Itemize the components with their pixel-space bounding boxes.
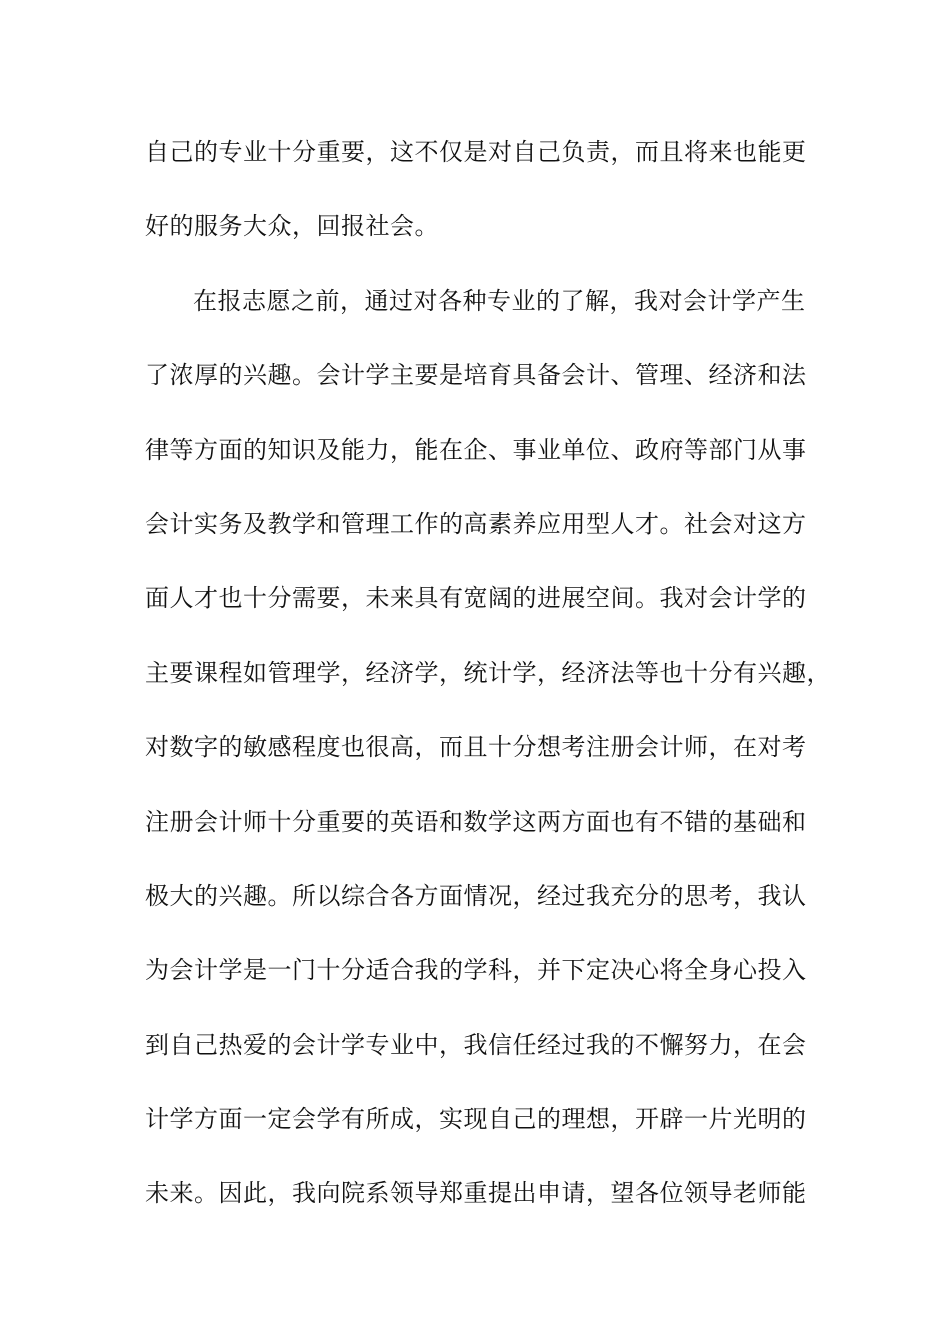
text-line: 注册会计师十分重要的英语和数学这两方面也有不错的基础和 xyxy=(145,807,807,836)
text-line: 主要课程如管理学，经济学，统计学，经济法等也十分有兴趣， xyxy=(145,658,831,687)
text-line: 极大的兴趣。所以综合各方面情况，经过我充分的思考，我认 xyxy=(145,881,807,910)
text-line: 好的服务大众，回报社会。 xyxy=(145,212,439,241)
text-line: 为会计学是一门十分适合我的学科，并下定决心将全身心投入 xyxy=(145,956,807,985)
text-line: 自己的专业十分重要，这不仅是对自己负责，而且将来也能更 xyxy=(145,138,807,166)
text-line: 未来。因此，我向院系领导郑重提出申请，望各位领导老师能 xyxy=(145,1179,807,1208)
text-line: 会计实务及教学和管理工作的高素养应用型人才。社会对这方 xyxy=(145,509,807,538)
text-line: 对数字的敏感程度也很高，而且十分想考注册会计师，在对考 xyxy=(145,733,807,762)
text-line: 了浓厚的兴趣。会计学主要是培育具备会计、管理、经济和法 xyxy=(145,361,807,390)
text-line: 面人才也十分需要，未来具有宽阔的进展空间。我对会计学的 xyxy=(145,584,807,613)
text-line: 计学方面一定会学有所成，实现自己的理想，开辟一片光明的 xyxy=(145,1105,807,1134)
text-line-paragraph-start: 在报志愿之前，通过对各种专业的了解，我对会计学产生 xyxy=(193,286,806,315)
text-line: 到自己热爱的会计学专业中，我信任经过我的不懈努力，在会 xyxy=(145,1030,807,1059)
body-text xyxy=(145,128,831,1244)
text-line: 律等方面的知识及能力，能在企、事业单位、政府等部门从事 xyxy=(145,435,807,464)
